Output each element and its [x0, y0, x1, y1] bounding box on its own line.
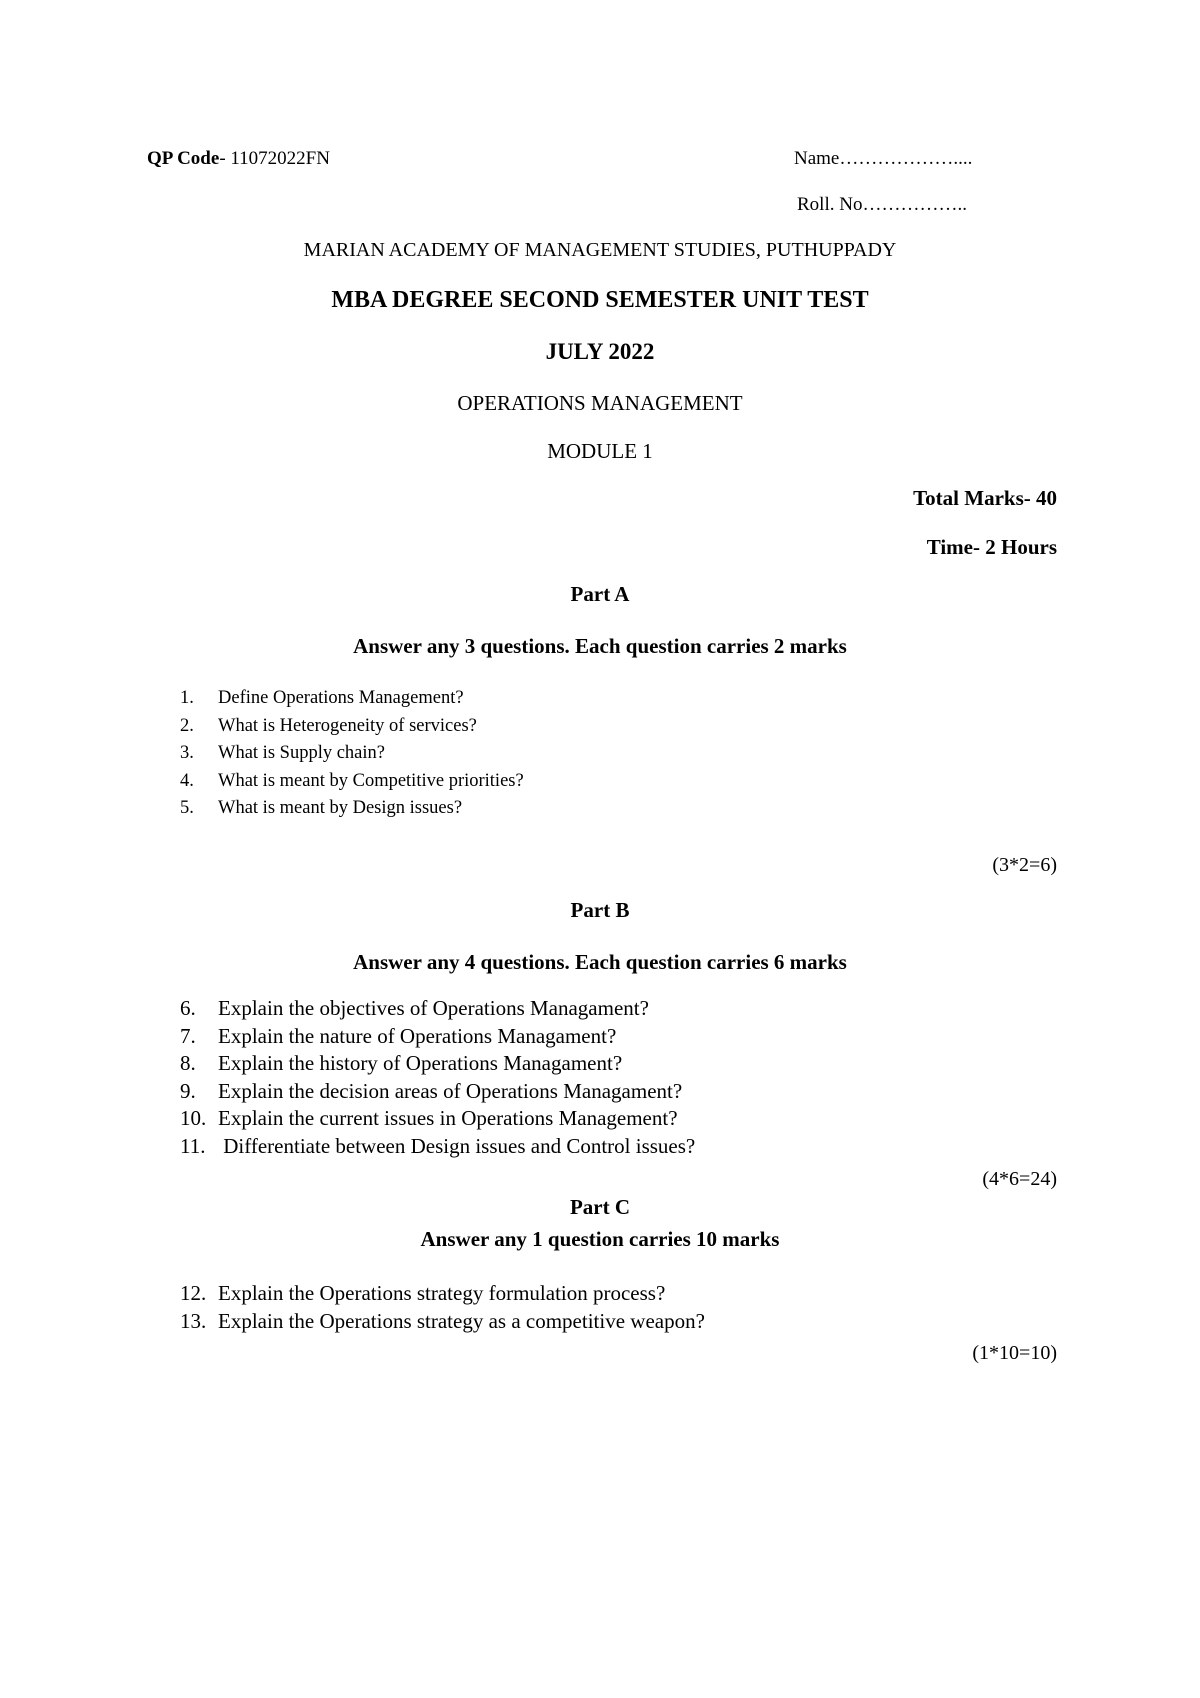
exam-month: JULY 2022	[545, 339, 655, 364]
degree-title: MBA DEGREE SECOND SEMESTER UNIT TEST	[331, 287, 869, 313]
part-b-instruction: Answer any 4 questions. Each question carries 6 marks	[353, 950, 847, 974]
part-c-score: (1*10=10)	[972, 1342, 1057, 1364]
question-item: 5. What is meant by Design issues?	[180, 798, 463, 818]
question-item: 4. What is meant by Competitive priorities?	[180, 770, 524, 791]
question-item: 2. What is Heterogeneity of services?	[180, 715, 477, 736]
question-item: 13. Explain the Operations strategy as a competitive weapon?	[180, 1308, 705, 1333]
exam-time: Time- 2 Hours	[926, 535, 1057, 559]
qp-code-label: QP Code	[147, 148, 220, 169]
part-a-score: (3*2=6)	[992, 854, 1057, 876]
part-a-question-list	[180, 685, 524, 823]
part-c-title: Part C	[569, 1195, 631, 1219]
question-item: 3. What is Supply chain?	[180, 743, 385, 763]
part-b-question-list	[180, 995, 695, 1160]
part-a-title: Part A	[570, 582, 630, 606]
part-c-instruction: Answer any 1 question carries 10 marks	[420, 1227, 780, 1251]
name-field-line: Name………………....	[794, 148, 973, 169]
subject-title: OPERATIONS MANAGEMENT	[457, 391, 743, 415]
qp-code	[147, 147, 330, 171]
part-a-instruction: Answer any 3 questions. Each question carries 2 marks	[353, 634, 847, 658]
question-item: 7. Explain the nature of Operations Managament?	[180, 1023, 617, 1048]
question-item: 12. Explain the Operations strategy formulation process?	[180, 1281, 666, 1305]
qp-code-value: - 11072022FN	[219, 148, 330, 169]
institute-name: MARIAN ACADEMY OF MANAGEMENT STUDIES, PUTHUPPADY	[303, 239, 897, 261]
question-item: 10. Explain the current issues in Operations Management?	[180, 1106, 678, 1130]
part-c-question-list	[180, 1280, 705, 1335]
question-item: 8. Explain the history of Operations Managament?	[180, 1051, 623, 1075]
question-item: 6. Explain the objectives of Operations Managament?	[180, 996, 649, 1020]
module-title: MODULE 1	[547, 439, 653, 463]
part-b-score: (4*6=24)	[982, 1168, 1057, 1190]
question-item: 1. Define Operations Management?	[180, 688, 464, 708]
roll-number-field-line: Roll. No……………..	[797, 194, 967, 215]
part-b-title: Part B	[570, 898, 630, 922]
question-item: 11. Differentiate between Design issues and Control issues?	[180, 1133, 696, 1158]
question-item: 9. Explain the decision areas of Operations Managament?	[180, 1078, 683, 1103]
total-marks: Total Marks- 40	[913, 486, 1057, 510]
